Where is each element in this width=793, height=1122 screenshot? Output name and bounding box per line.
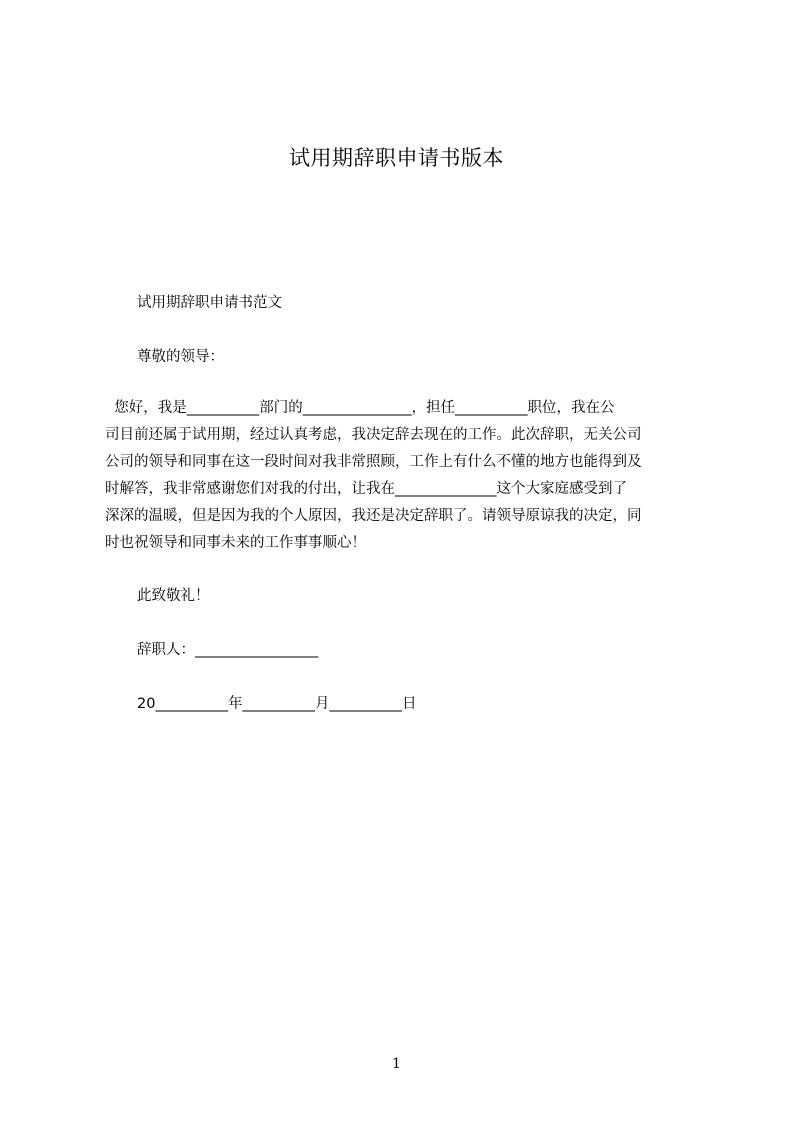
signature-line: 辞职人：_________________ [137, 642, 319, 658]
body-paragraph [105, 395, 699, 557]
salutation: 尊敬的领导： [137, 349, 224, 365]
body-line: 您好，我是__________部门的_______________，担任__________职位，我在公 [105, 400, 615, 416]
body-line: 时也祝领导和同事未来的工作事事顺心！ [105, 535, 366, 551]
body-line: 时解答，我非常感谢您们对我的付出，让我在______________这个大家庭感受到了 [105, 481, 627, 497]
body-line: 公司的领导和同事在这一段时间对我非常照顾，工作上有什么不懂的地方也能得到及 [105, 454, 642, 470]
page-number: 1 [392, 1056, 401, 1072]
closing-text: 此致敬礼！ [137, 588, 210, 604]
date-line: 20__________年__________月__________日 [137, 696, 417, 712]
body-line: 司目前还属于试用期，经过认真考虑，我决定辞去现在的工作。此次辞职，无关公司 [105, 427, 642, 443]
document-title: 试用期辞职申请书版本 [289, 146, 504, 170]
body-line: 深深的温暖，但是因为我的个人原因，我还是决定辞职了。请领导原谅我的决定，同 [105, 508, 642, 524]
document-subtitle: 试用期辞职申请书范文 [137, 295, 282, 311]
